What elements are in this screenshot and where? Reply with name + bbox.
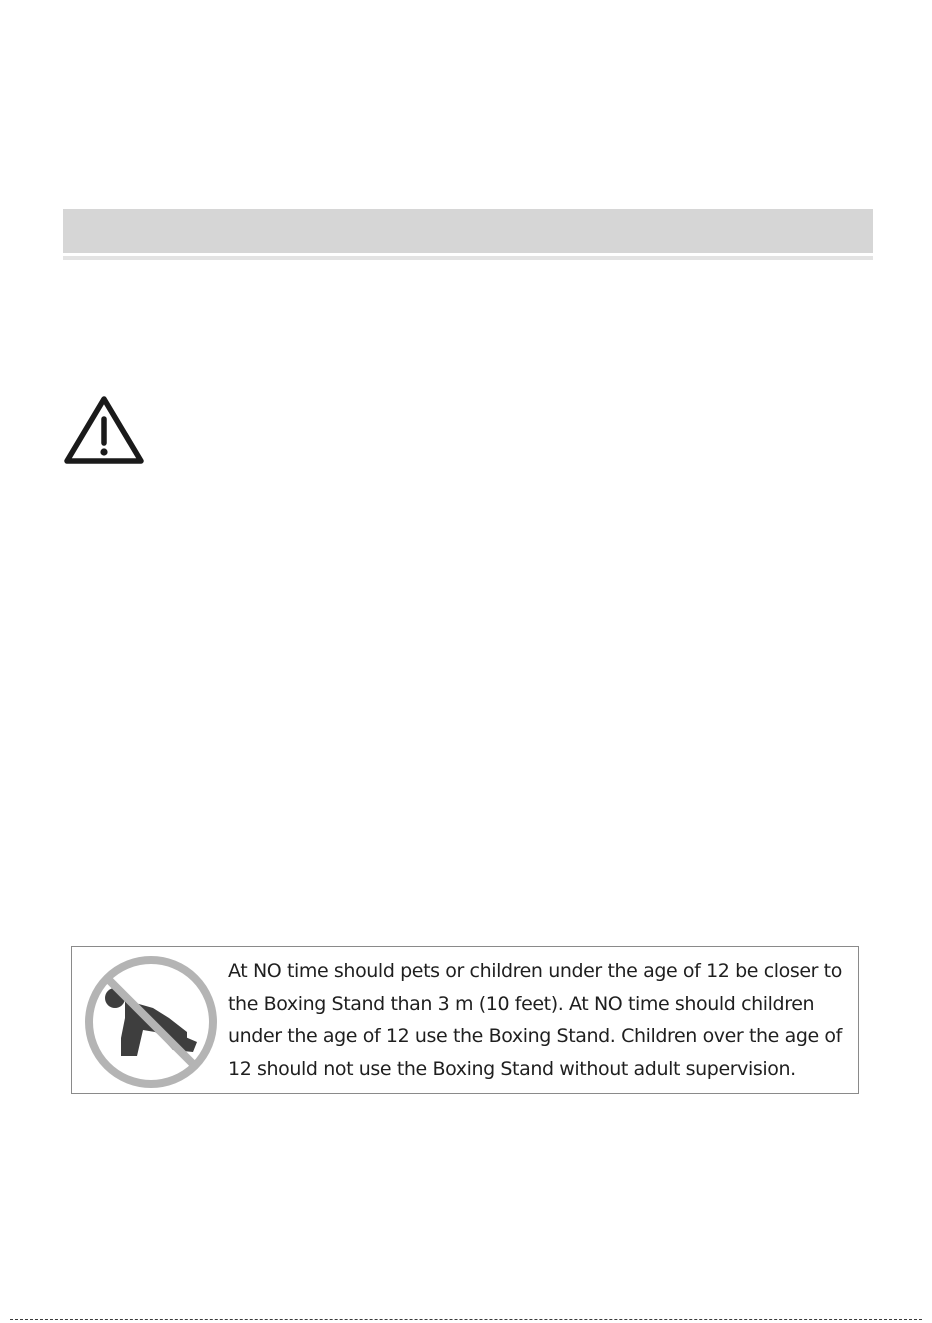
warning-triangle-icon <box>62 393 146 467</box>
child-safety-notice <box>71 946 859 1094</box>
no-children-prohibited-icon <box>81 952 221 1092</box>
section-header-band <box>63 209 873 253</box>
footer-rule <box>10 1319 922 1320</box>
section-header-rule <box>63 256 873 260</box>
child-safety-notice-text: At NO time should pets or children under the age of 12 be closer to the Boxing Stand than 3 m (10 feet). At NO time should children under the age of 12 use the Boxing Stand. Children over the age of 12 should not use the Boxing Stand without adult supervision. <box>228 960 842 1080</box>
